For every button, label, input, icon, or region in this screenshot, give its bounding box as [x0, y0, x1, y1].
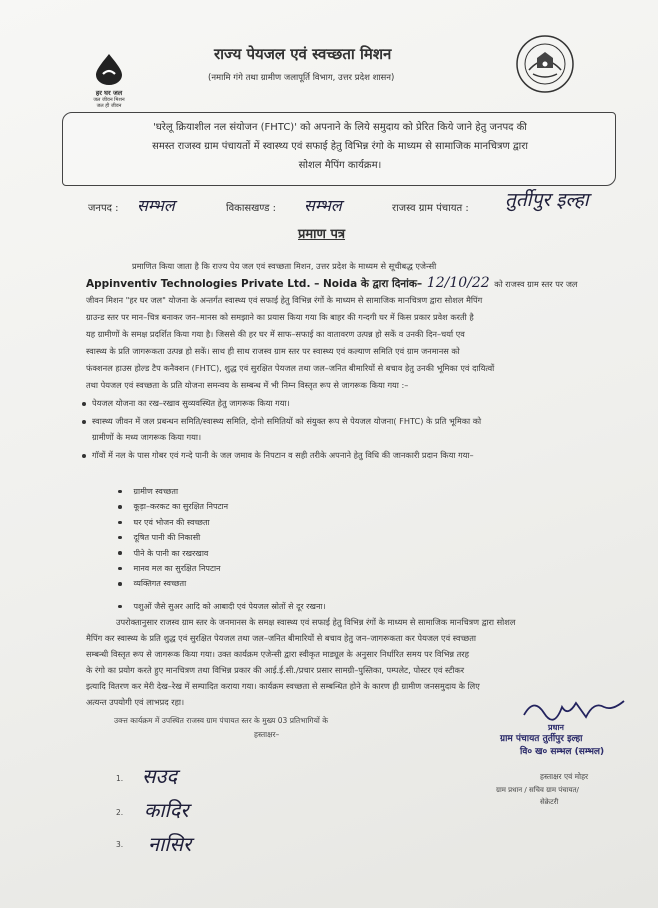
sign-sublabel-2: सेक्रेटरी	[540, 798, 559, 806]
document-title: प्रमाण पत्र	[298, 227, 346, 242]
paragraph-2-line-4: के रंगो का प्रयोग करते हुए मानचित्रण तथा विभिन्न प्रकार की आई.ई.सी./प्रचार प्रसार सामग्री–पुस्तिका, पम्पलेट, पोस्टर एवं स्टीकर	[86, 665, 465, 675]
mission-subtitle: (नमामि गंगे तथा ग्रामीण जलापूर्ति विभाग, उत्तर प्रदेश शासन)	[208, 73, 395, 83]
bullet-item: पेयजल योजना का रख–रखाव सुव्यवस्थित हेतु जागरूक किया गया।	[82, 396, 632, 411]
paragraph-2-line-1: उपरोक्तानुसार राजस्व ग्राम स्तर के जनमानस के समक्ष स्वास्थ्य एवं सफाई हेतु विभिन्न रंगों के माध्यम से सामाजिक मानचित्रण द्वारा सोशल	[116, 617, 516, 627]
logo-left-sub2: जल ही जीवन	[96, 103, 122, 109]
sign-sublabel-1: ग्राम प्रधान / सचिव ग्राम पंचायत/	[496, 786, 579, 794]
panchayat-label: राजस्व ग्राम पंचायत :	[392, 203, 469, 214]
stamp-title: प्रधान	[548, 723, 564, 732]
block-value: सम्भल	[304, 196, 342, 215]
signature-2: कादिर	[144, 798, 189, 822]
signature-3: नासिर	[148, 832, 192, 856]
logo-left-sub1: जल जीवन मिशन	[93, 97, 125, 103]
list-item: व्यक्तिगत स्वच्छता	[118, 576, 326, 591]
bullet-item-continuation: ग्रामीणों के मध्य जागरूक किया गया।	[92, 432, 202, 442]
paragraph-2-line-5: इत्यादि वितरण कर मेरी देख–रेख में सम्पादित कराया गया। कार्यक्रम स्वच्छता से सम्बन्धित होने के कारण ही ग्रामीण जनसमुदाय के लिए	[86, 681, 480, 691]
paragraph-2-line-3: सम्बन्धी विस्तृत रूप से जागरूक किया गया। उक्त कार्यक्रम एजेन्सी द्वारा स्वीकृत माड्यूल के अनुसार निर्धारित समय पर विभिन्न तरह	[86, 649, 469, 659]
paragraph-1-line-1: प्रमाणित किया जाता है कि राज्य पेय जल एवं स्वच्छता मिशन, उत्तर प्रदेश के माध्यम से सूचीबद्ध एजेन्सी	[132, 261, 437, 271]
program-banner-text	[80, 118, 600, 175]
topic-list	[118, 484, 326, 614]
har-ghar-jal-logo	[86, 52, 132, 112]
panchayat-value: तुर्तीपुर इल्हा	[505, 189, 589, 211]
list-item: घर एवं भोजन की स्वच्छता	[118, 515, 326, 530]
handwritten-signature-icon	[520, 695, 630, 725]
list-item: पशुओं जैसे सुअर आदि को आबादी एवं पेयजल स्रोतों से दूर रखना।	[118, 599, 326, 614]
program-date: 12/10/22	[426, 275, 490, 291]
banner-line-2: समस्त राजस्व ग्राम पंचायतों में स्वास्थ्य एवं सफाई हेतु विभिन्न रंगो के माध्यम से सामाजिक मानचित्रण द्वारा	[152, 141, 528, 152]
logo-left-title: हर घर जल	[95, 89, 123, 97]
list-item: दूषित पानी की निकासी	[118, 530, 326, 545]
paragraph-1-line-7: फंक्शनल हाउस होल्ड टैप कनैक्शन (FHTC), शुद्ध एवं सुरक्षित पेयजल तथा जल–जनित बीमारियों से बचाव हेतु उनकी भूमिका एवं दायित्वों	[86, 363, 495, 373]
paragraph-2-line-2: मैपिंग कर स्वास्थ्य के प्रति शुद्ध एवं सुरक्षित पेयजल तथा जल–जनित बीमारियों से बचाव हेतु जन–जागरूकता कर पेयजल एवं स्वच्छता	[86, 633, 477, 643]
district-value: सम्भल	[137, 196, 175, 215]
agency-text-tail: को राजस्व ग्राम स्तर पर जल	[494, 279, 578, 289]
paragraph-1-line-5: यह ग्रामीणों के समक्ष प्रदर्शित किया गया है। जिससे की हर घर में साफ–सफाई का वातावरण उत्पन्न हो सकें व उनकी दिन–चर्या एव	[86, 329, 465, 339]
paragraph-1-line-2	[86, 275, 631, 293]
block-label: विकासखण्ड :	[226, 203, 277, 214]
list-item: ग्रामीण स्वच्छता	[118, 484, 326, 499]
certificate-page: हर घर जल जल जीवन मिशन जल ही जीवन राज्य पेयजल एवं स्वच्छता मिशन (नमामि गंगे तथा ग्रामीण जलापूर्ति विभाग, उत्तर प्रदेश शासन) 'घरेलू क्रियाशील नल संयोजन (FHTC)' को अपनाने के लिये समुदाय को प्रेरित किये जाने हेतु जनपद की समस्त राजस्व ग्राम पंचायतों में स्वास्थ्य एवं सफाई हेतु विभिन्न रंगो के माध्यम से सामाजिक मानचित्रण द्वारा सोशल मैपिंग कार्यक्रम। जनपद : सम्भल विकासखण्ड : सम्भल राजस्व ग्राम पंचायत : तुर्तीपुर इल्हा प्रमाण पत्र प्रमाणित किया जाता है कि राज्य पेय जल एवं स्वच्छता मिशन, उत्तर प्रदेश के माध्यम से सूचीबद्ध एजेन्सी Appinventiv Technologies Private Ltd. – Noida के द्वारा दिनांक– 12/10/22 को राजस्व ग्राम स्तर पर जल जीवन मिशन "हर घर जल" योजना के अन्तर्गत स्वास्थ्य एवं सफाई हेतु विभिन्न रंगों के माध्यम से सामाजिक मानचित्रण द्वारा सोशल मैपिंग ग्राउन्ड स्तर पर मान–चित्र बनाकर जन–मानस को समझाने का प्रयास किया गया कि बाहर की गन्दगी घर में किस प्रकार प्रवेश करती है यह ग्रामीणों के समक्ष प्रदर्शित किया गया है। जिससे की हर घर में साफ–सफाई का वातावरण उत्पन्न हो सकें व उनकी दिन–चर्या एव स्वास्थ्य के प्रति जागरूकता उत्पन्न हो सकें। साथ ही साथ राजस्व ग्राम स्तर पर स्वास्थ्य एवं कल्याण समिति एवं ग्राम जनमानस को फंक्शनल हाउस होल्ड टैप कनैक्शन (FHTC), शुद्ध एवं सुरक्षित पेयजल तथा जल–जनित बीमारियों से बचाव हेतु उनकी भूमिका एवं दायित्वों तथा पेयजल एवं स्वच्छता के प्रति योजना समन्वय के सम्बन्ध में भी निम्न विस्तृत रूप से जागरूक किया गया :– पेयजल योजना का रख–रखाव सुव्यवस्थित हेतु जागरूक किया गया। स्वास्थ्य जीवन में जल प्रबन्धन समिति/स्वास्थ्य समिति, दोनो समितियों को संयुक्त रूप से पेयजल योजना( FHTC) के प्रति भूमिका को ग्रामीणों के मध्य जागरूक किया गया। गॉवों में नल के पास गोबर एवं गन्दे पानी के जल जमाव के निपटान व सही तरीके अपनाने हेतु विधि की जानकारी प्रदान किया गया– ग्रामीण स्वच्छता कूड़ा–करकट का सुरक्षित निपटान घर एवं भोजन की स्वच्छता दूषित पानी की निकासी पीने के पानी का रखरखाव मानव मल का सुरक्षित निपटान व्यक्तिगत स्वच्छता पशुओं जैसे सुअर आदि को आबादी एवं पेयजल स्रोतों से दूर रखना। उपरोक्तानुसार राजस्व ग्राम स्तर के जनमानस के समक्ष स्वास्थ्य एवं सफाई हेतु विभिन्न रंगों के माध्यम से सामाजिक मानचित्रण द्वारा सोशल मैपिंग कर स्वास्थ्य के प्रति शुद्ध एवं सुरक्षित पेयजल तथा जल–जनित बीमारियों से बचाव हेतु जन–जागरूकता कर पेयजल एवं स्वच्छता सम्बन्धी विस्तृत रूप से जागरूक किया गया। उक्त कार्यक्रम एजेन्सी द्वारा स्वीकृत माड्यूल के अनुसार निर्धारित समय पर विभिन्न तरह के रंगो का प्रयोग करते हुए मानचित्रण तथा विभिन्न प्रकार की आई.ई.सी./प्रचार प्रसार सामग्री–पुस्तिका, पम्पलेट, पोस्टर एवं स्टीकर इत्यादि वितरण कर मेरी देख–रेख में सम्पादित कराया गया। कार्यक्रम स्वच्छता से सम्बन्धित होने के कारण ही ग्रामीण जनसमुदाय के लिए अत्यन्त उपयोगी एवं लाभप्रद रहा। उक्त्त कार्यक्रम में उपस्थित राजस्व ग्राम पंचायत स्तर के मुख्य 03 प्रतिभागियों के हस्ताक्षर– 1. सउद 2. कादिर 3. नासिर प्रधान ग्राम पंचायत तुर्तीपुर इल्हा वि० ख० सम्भल (सम्भल) हस्ताक्षर एवं मोहर ग्राम प्रधान / सचिव ग्राम पंचायत/ सेक्रेटरी	[0, 0, 658, 908]
banner-line-3: सोशल मैपिंग कार्यक्रम।	[298, 160, 382, 171]
up-government-emblem	[515, 34, 575, 94]
list-item: मानव मल का सुरक्षित निपटान	[118, 561, 326, 576]
bullet-item: गॉवों में नल के पास गोबर एवं गन्दे पानी के जल जमाव के निपटान व सही तरीके अपनाने हेतु विधि की जानकारी प्रदान किया गया–	[82, 448, 632, 463]
emblem-seal-icon	[515, 34, 575, 94]
list-item: पीने के पानी का रखरखाव	[118, 546, 326, 561]
paragraph-1-line-4: ग्राउन्ड स्तर पर मान–चित्र बनाकर जन–मानस को समझाने का प्रयास किया गया कि बाहर की गन्दगी घर में किस प्रकार प्रवेश करती है	[86, 312, 474, 322]
pradhan-signature	[520, 695, 630, 729]
paragraph-1-line-8: तथा पेयजल एवं स्वच्छता के प्रति योजना समन्वय के सम्बन्ध में भी निम्न विस्तृत रूप से जागरूक किया गया :–	[86, 380, 409, 390]
banner-line-1: 'घरेलू क्रियाशील नल संयोजन (FHTC)' को अपनाने के लिये समुदाय को प्रेरित किये जाने हेतु जनपद की	[153, 122, 527, 133]
bullet-item: स्वास्थ्य जीवन में जल प्रबन्धन समिति/स्वास्थ्य समिति, दोनो समितियों को संयुक्त रूप से पेयजल योजना( FHTC) के प्रति भूमिका को	[82, 414, 632, 429]
district-label: जनपद :	[88, 203, 119, 214]
attendees-note: उक्त्त कार्यक्रम में उपस्थित राजस्व ग्राम पंचायत स्तर के मुख्य 03 प्रतिभागियों के	[114, 716, 329, 725]
signature-1: सउद	[142, 764, 178, 788]
paragraph-1-line-6: स्वास्थ्य के प्रति जागरूकता उत्पन्न हो सकें। साथ ही साथ राजस्व ग्राम स्तर पर स्वास्थ्य एवं कल्याण समिति एवं ग्राम जनमानस को	[86, 346, 460, 356]
paragraph-2-line-6: अत्यन्त उपयोगी एवं लाभप्रद रहा।	[86, 697, 185, 707]
attendees-note-tail: हस्ताक्षर–	[254, 730, 280, 739]
stamp-line-2: वि० ख० सम्भल (सम्भल)	[520, 747, 605, 757]
list-item: कूड़ा–करकट का सुरक्षित निपटान	[118, 499, 326, 514]
sign-label: हस्ताक्षर एवं मोहर	[540, 772, 589, 781]
stamp-line-1: ग्राम पंचायत तुर्तीपुर इल्हा	[500, 734, 583, 744]
paragraph-1-line-3: जीवन मिशन "हर घर जल" योजना के अन्तर्गत स्वास्थ्य एवं सफाई हेतु विभिन्न रंगों के माध्यम से सामाजिक मानचित्रण द्वारा सोशल मैपिंग	[86, 295, 483, 305]
mission-title: राज्य पेयजल एवं स्वच्छता मिशन	[214, 45, 392, 63]
water-drop-icon	[86, 52, 132, 86]
agency-text: Appinventiv Technologies Private Ltd. – Noida के द्वारा दिनांक–	[86, 278, 423, 290]
